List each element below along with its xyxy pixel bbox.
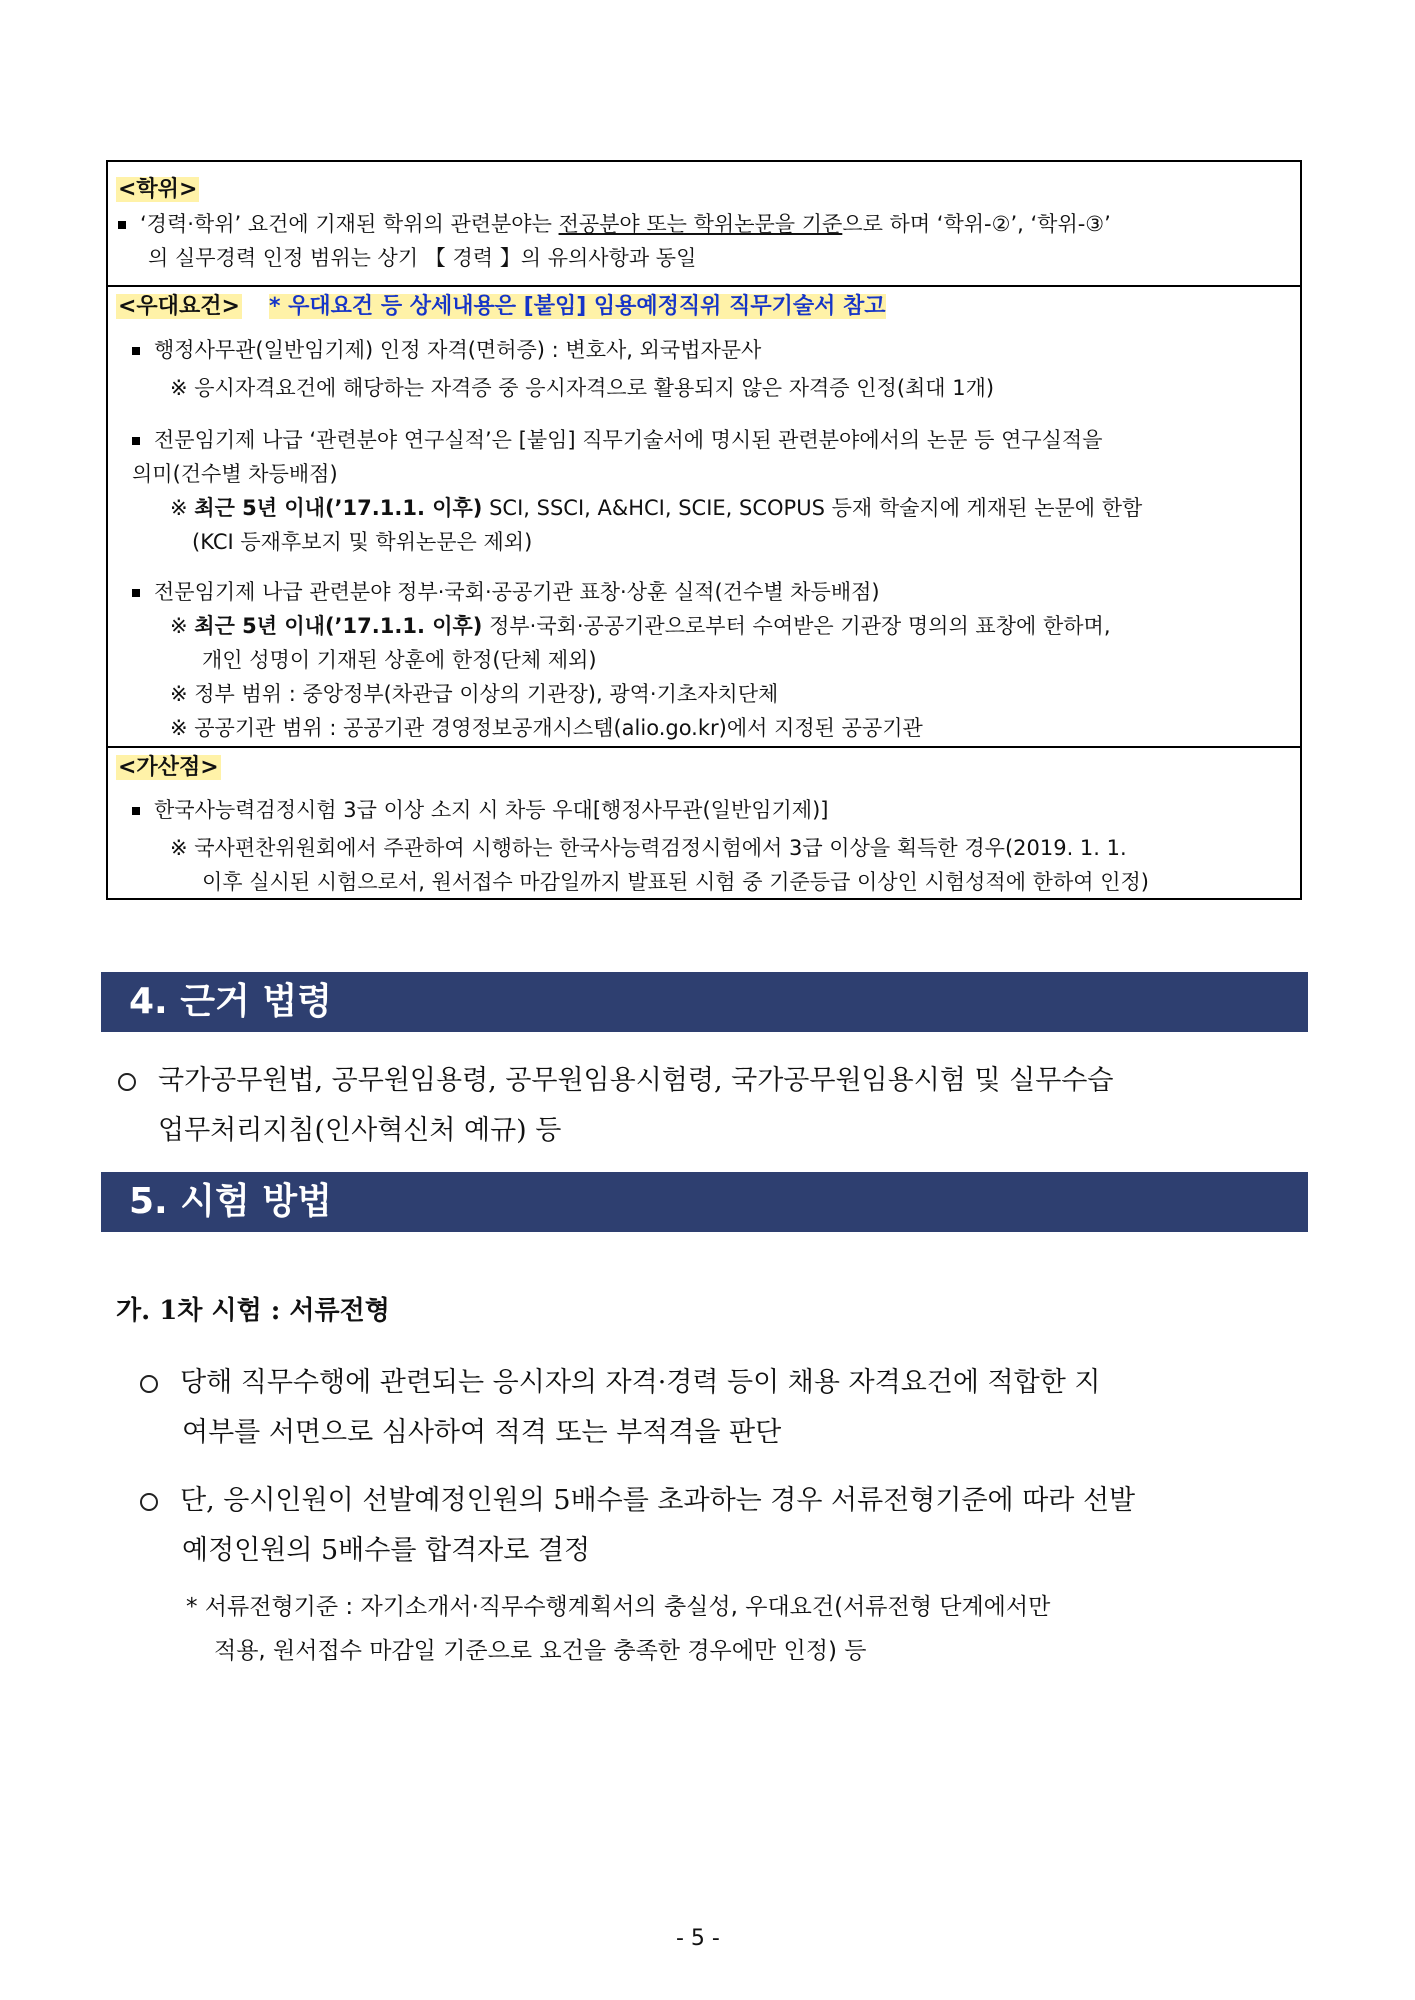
bonus-note-line1: ※ 국사편찬위원회에서 주관하여 시행하는 한국사능력검정시험에서 3급 이상을 획득한 경우(2019. 1. 1. [170, 836, 1127, 860]
circle-bullet-icon [118, 1073, 136, 1091]
preference-item3-note1-line2: 개인 성명이 기재된 상훈에 한정(단체 제외) [202, 648, 597, 672]
section5-p2-line2: 예정인원의 5배수를 합격자로 결정 [182, 1535, 591, 1566]
preference-item3-note2: ※ 정부 범위 : 중앙정부(차관급 이상의 기관장), 광역·기초자치단체 [170, 682, 779, 706]
requirements-box [106, 160, 1302, 900]
section5-heading: 5. 시험 방법 [101, 1172, 1308, 1232]
bonus-note-line2: 이후 실시된 시험으로서, 원서접수 마감일까지 발표된 시험 중 기준등급 이상인 시험성적에 한하여 인정) [202, 870, 1149, 894]
bullet-square-icon [118, 221, 126, 229]
preference-item2-line1: 전문임기제 나급 ‘관련분야 연구실적’은 [붙임] 직무기술서에 명시된 관련분야에서의 논문 등 연구실적을 [132, 424, 1103, 454]
preference-item3: 전문임기제 나급 관련분야 정부·국회·공공기관 표창·상훈 실적(건수별 차등배점) [132, 576, 880, 606]
degree-line1: ‘경력·학위’ 요건에 기재된 학위의 관련분야는 전공분야 또는 학위논문을 기준으로 하며 ‘학위-②’, ‘학위-③’ [118, 208, 1111, 238]
bonus-header: <가산점> [118, 755, 219, 780]
divider [108, 746, 1300, 748]
bullet-square-icon [132, 347, 140, 355]
preference-header-row [116, 289, 886, 320]
bullet-square-icon [132, 437, 140, 445]
preference-note: * 우대요건 등 상세내용은 [붙임] 임용예정직위 직무기술서 참고 [268, 294, 886, 319]
preference-item1: 행정사무관(일반임기제) 인정 자격(면허증) : 변호사, 외국법자문사 [132, 334, 761, 364]
section5-p2-line1: 단, 응시인원이 선발예정인원의 5배수를 초과하는 경우 서류전형기준에 따라 선발 [140, 1478, 1135, 1517]
preference-item2-line2: 의미(건수별 차등배점) [132, 462, 338, 486]
preference-item1-note: ※ 응시자격요건에 해당하는 자격증 중 응시자격으로 활용되지 않은 자격증 인정(최대 1개) [170, 376, 995, 400]
preference-item2-note: ※ 최근 5년 이내(’17.1.1. 이후) SCI, SSCI, A&HCI, SCIE, SCOPUS 등재 학술지에 게재된 논문에 한함 [170, 496, 1143, 520]
circle-bullet-icon [140, 1493, 158, 1511]
preference-header: <우대요건> [118, 294, 240, 319]
bullet-square-icon [132, 589, 140, 597]
bonus-item1: 한국사능력검정시험 3급 이상 소지 시 차등 우대[행정사무관(일반임기제)] [132, 794, 828, 824]
section4-line1: 국가공무원법, 공무원임용령, 공무원임용시험령, 국가공무원임용시험 및 실무수습 [118, 1058, 1113, 1097]
section5-p1-line1: 당해 직무수행에 관련되는 응시자의 자격·경력 등이 채용 자격요건에 적합한 지 [140, 1360, 1100, 1399]
page-number: - 5 - [676, 1926, 720, 1951]
divider [108, 285, 1300, 287]
preference-item3-note1: ※ 최근 5년 이내(’17.1.1. 이후) 정부·국회·공공기관으로부터 수여받은 기관장 명의의 표창에 한하며, [170, 614, 1111, 638]
section5-subheading: 가. 1차 시험 : 서류전형 [116, 1296, 390, 1326]
section5-note-line2: 적용, 원서접수 마감일 기준으로 요건을 충족한 경우에만 인정) 등 [214, 1638, 867, 1664]
section4-line2: 업무처리지침(인사혁신처 예규) 등 [158, 1115, 562, 1146]
degree-header: <학위> [118, 177, 198, 202]
preference-item2-note-line2: (KCI 등재후보지 및 학위논문은 제외) [192, 530, 533, 554]
preference-item3-note3: ※ 공공기관 범위 : 공공기관 경영정보공개시스템(alio.go.kr)에서 지정된 공공기관 [170, 716, 923, 740]
degree-line2: 의 실무경력 인정 범위는 상기 【 경력 】의 유의사항과 동일 [148, 246, 697, 270]
section4-heading: 4. 근거 법령 [101, 972, 1308, 1032]
section5-note-line1: * 서류전형기준 : 자기소개서·직무수행계획서의 충실성, 우대요건(서류전형 단계에서만 [186, 1594, 1051, 1620]
circle-bullet-icon [140, 1375, 158, 1393]
section5-p1-line2: 여부를 서면으로 심사하여 적격 또는 부적격을 판단 [182, 1417, 782, 1448]
bullet-square-icon [132, 807, 140, 815]
